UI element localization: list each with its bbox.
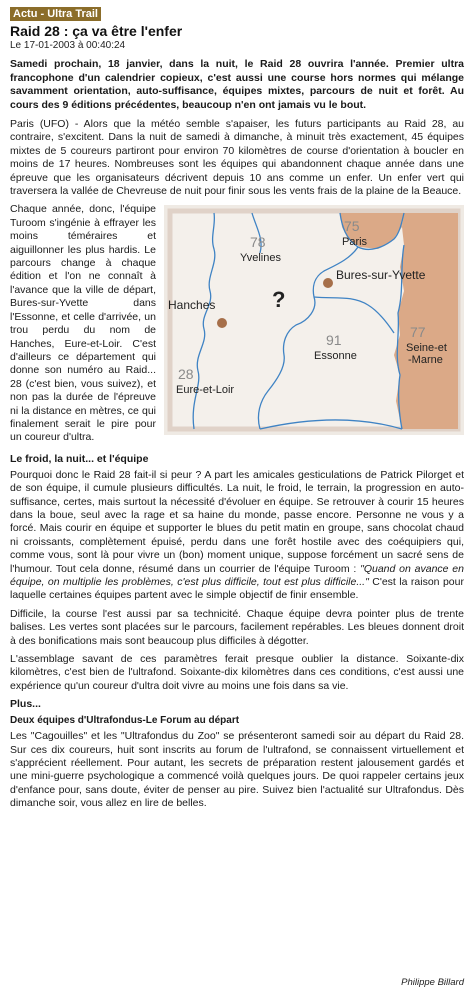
- article-date: Le 17-01-2003 à 00:40:24: [10, 40, 126, 51]
- paragraph-4: Difficile, la course l'est aussi par sa technicité. Chaque équipe devra pointer plus de trente balises. Les vertes sont placées sur le parcours, facilement repérables. Les bleues donnent droit à des bonifications mais sont beaucoup plus difficiles à dégotter.: [10, 607, 464, 647]
- paragraph-2: Chaque année, donc, l'équipe Turoom s'ingénie à effrayer les moins téméraires et aiguillonner les plus hardis. Le parcours change à chaque édition et l'on ne connaît à l'avance que la ville de départ, Bures-sur-Yvette dans l'Essonne, et celle d'arrivée, un trou perdu du nom de Hanches, Eure-et-Loir. C'est d'ailleurs ce département qui donne son numéro au Raid... 28 (c'est bien, vous suivez), et non pas la durée de l'épreuve ni la distance en mètres, ce qui finalement serait le pire pour un coureur d'ultra.: [10, 203, 156, 444]
- author-signature: Philippe Billard: [401, 977, 464, 988]
- map-label-num78: 78: [250, 234, 266, 251]
- paragraph-3-part-b: C'est la raison pour laquelle certaines équipes partent avec le simple objectif de finir ensemble.: [10, 576, 464, 602]
- article-title: Raid 28 : ça va être l'enfer: [10, 23, 183, 39]
- map-svg: [164, 205, 464, 435]
- map-label-num28: 28: [178, 366, 194, 383]
- map-label-seine1: Seine-et: [406, 342, 447, 355]
- map-label-yvelines: Yvelines: [240, 252, 281, 265]
- map-label-essonne: Essonne: [314, 350, 357, 363]
- map-label-eure: Eure-et-Loir: [176, 384, 235, 397]
- map-dot-bures: [323, 278, 333, 288]
- subhead-froid-nuit: Le froid, la nuit... et l'équipe: [10, 452, 149, 465]
- map-label-paris: Paris: [342, 236, 368, 249]
- map-label-num91: 91: [326, 332, 342, 349]
- paragraph-3-part-a: Pourquoi donc le Raid 28 fait-il si peur ? A part les amicales gesticulations de Patrick Pilorget et de son équipe, il cumule plusieurs difficultés. La nuit, le froid, le terrain, la progression en auto-suffisance, certes, mais surtout la nécessité d'évoluer en équipe. Se retrouver à courir 15 heures dans la boue, seul avec la rage et sa haine du monde, passe encore. Personne ne vous y a forcé. Mais courir en équipe et supporter le blues du petit matin en groupe, sans chocolat chaud ni croissants, complètement épuisé, perdu dans une forêt hostile avec des coéquipiers qui, comme vous, sont là pour vivre un (bon) moment unique, suppose forcément un sacré sens de l'humour. Tout cela donne, résumé dans un courrier de l'équipe Turoom :: [10, 468, 464, 575]
- map-label-num75: 75: [344, 218, 360, 235]
- subhead-plus: Plus...: [10, 698, 41, 711]
- paragraph-6: Les "Cagouilles" et les "Ultrafondus du Zoo" se présenteront samedi soir au départ du Raid 28. Sur ces dix coureurs, huit sont inscrits au forum de l'ultrafond, se connaissent virtuellement et s'apprécient réellement. Pour autant, les secrets de préparation restent jalousement gardés et une mini-guerre psychologique a commencé voilà quelques jours. De quoi rappeler certains jeux d'enfance pour, sans doute, éviter de penser au pire. Suivez bien l'actualité sur Ultrafondus. Dès dimanche soir, vous allez en lire de belles.: [10, 730, 464, 810]
- map-label-question: ?: [272, 287, 286, 313]
- map-label-bures: Bures-sur-Yvette: [336, 268, 426, 283]
- map-label-num77: 77: [410, 324, 426, 341]
- subhead-deux-equipes: Deux équipes d'Ultrafondus-Le Forum au départ: [10, 715, 240, 727]
- map-label-hanches: Hanches: [168, 298, 216, 313]
- section-kicker[interactable]: [10, 4, 464, 22]
- turoom-quote: "Quand on avance en équipe, on multiplie les problèmes, c'est plus difficile, tout est plus difficile...": [10, 562, 464, 588]
- article-lead: Samedi prochain, 18 janvier, dans la nuit, le Raid 28 ouvrira l'année. Premier ultra francophone d'un calendrier copieux, c'est aussi une course hors normes qui mélange savamment orientation, auto-suffisance, équipes mixtes, parcours de nuit et forêt. Au cours des 9 éditions précédentes, beaucoup n'en ont jamais vu le bout.: [10, 58, 464, 111]
- route-map: [164, 205, 464, 435]
- map-label-seine2: -Marne: [408, 354, 443, 367]
- map-dot-hanches: [217, 318, 227, 328]
- kicker-label[interactable]: Actu - Ultra Trail: [10, 7, 101, 21]
- paragraph-3: [10, 469, 464, 603]
- paragraph-1: Paris (UFO) - Alors que la météo semble s'apaiser, les futurs participants au Raid 28, au contraire, s'excitent. Dans la nuit de samedi à dimanche, à minuit très exactement, 45 équipes mixtes de 5 coureurs partiront pour environ 70 kilomètres de course d'orientation à boucler en moins de 17 heures. Nombreuses sont les équipes qui abandonnent chaque année dans une épreuve que les organisateurs décrivent depuis 10 ans comme un enfer. Un enfer vert qui traversera la vallée de Chevreuse de nuit pour finir sous les vents frais de la plaine de la Beauce.: [10, 118, 464, 198]
- paragraph-5: L'assemblage savant de ces paramètres ferait presque oublier la distance. Soixante-dix kilomètres, c'est bien de l'ultrafond. Soixante-dix kilomètres dans ces conditions, c'est aussi une expérience qu'un coureur d'ultra doit vivre au moins une fois dans sa vie.: [10, 653, 464, 692]
